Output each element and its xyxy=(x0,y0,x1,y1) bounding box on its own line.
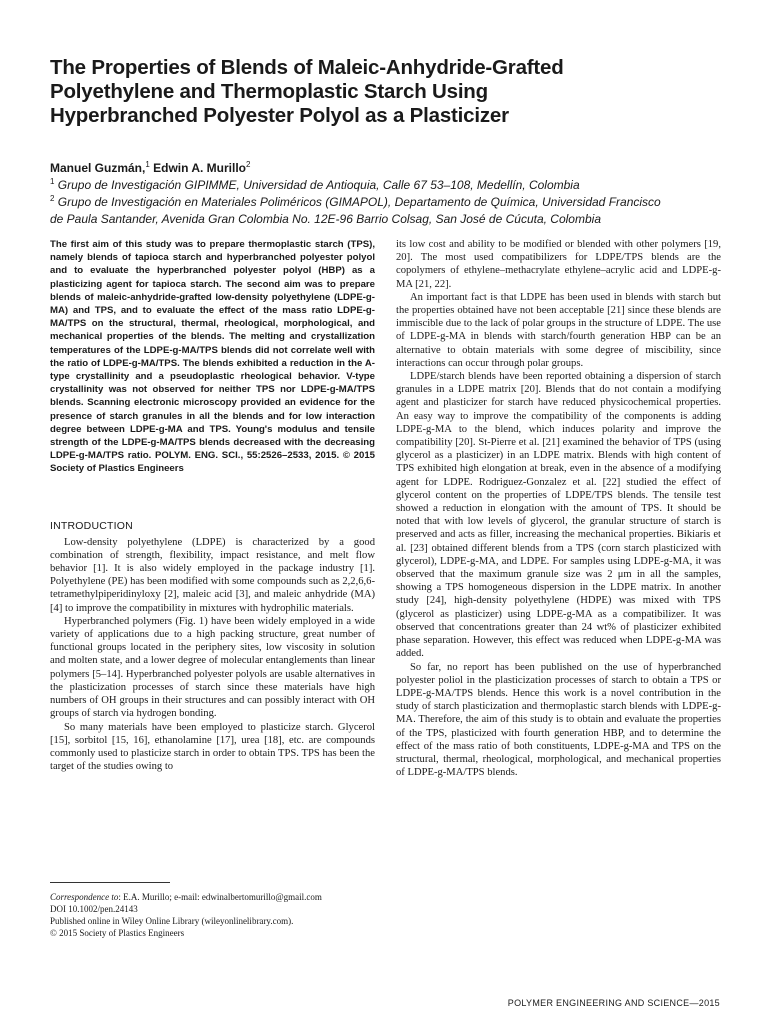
affiliation-2-sup: 2 xyxy=(50,194,55,203)
left-paragraph-3: So many materials have been employed to plasticize starch. Glycerol [15], sorbitol [15, 16], ethanolamine [17], urea [18], etc. are compounds commonly used to plasticize starch in order to obtain TPS. TPS has been the target of the studies owing to xyxy=(50,721,375,773)
left-paragraph-2: Hyperbranched polymers (Fig. 1) have been widely employed in a wide variety of applications due to a high packing structure, great number of functional groups located in the periphery sites, low viscosity in solution and molten state, and a lower degree of molecular entanglements than linear polymers [5–14]. Hyperbranched polyester polyols are usable alternatives in the plasticization processes of starch since these materials have high numbers of OH groups in their structures and can possibly interact with OH groups of starch via hydrogen bonding. xyxy=(50,615,375,720)
author-block xyxy=(50,160,740,228)
right-paragraph-1: its low cost and ability to be modified or blended with other polymers [19, 20]. The most used compatibilizers for LDPE/TPS blends are the copolymers of ethylene–methacrylate ethylene–acrylic acid and LDPE-g-MA [21, 22]. xyxy=(396,239,721,290)
running-footer: POLYMER ENGINEERING AND SCIENCE—2015 xyxy=(507,998,720,1008)
affiliation-2-line-1: Grupo de Investigación en Materiales Poliméricos (GIMAPOL), Departamento de Química, Universidad Francisco xyxy=(54,195,661,209)
abstract: The first aim of this study was to prepare thermoplastic starch (TPS), namely blends of tapioca starch and hyperbranched polyester polyol and to evaluate the hyperbranched polyester polyol (HBP) as a plasticizing agent for tapioca starch. The second aim was to prepare blends of maleic-anhydride-grafted low-density polyethylene (LDPE-g-MA) and TPS, and to evaluate the effect of the mass ratio LDPE-g-MA/TPS on the structural, thermal, rheological, morphological, and mechanical properties of the blends. The melting and crystallization temperatures of the LDPE-g-MA/TPS blends did not correlate well with the ratio of LDPE-g-MA/TPS. The blends exhibited a reduction in the A-type crystallinity and a pseudoplastic rheological behavior. V-type crystallinity was not observed for neither TPS nor LDPE-g-MA/TPS blends. Scanning electronic microscopy provided an evidence for the presence of starch granules in all the blends and for low interaction degree between LDPE-g-MA and TPS. Young's modulus and tensile strength of the LDPE-g-MA/TPS blends decreased with the decreasing LDPE-g-MA/TPS ratio. POLYM. ENG. SCI., 55:2526–2533, 2015. © 2015 Society of Plastics Engineers xyxy=(50,239,375,475)
right-column xyxy=(396,238,721,779)
title-line-1: The Properties of Blends of Maleic-Anhydride-Grafted xyxy=(50,56,564,79)
affiliation-1-text: Grupo de Investigación GIPIMME, Universidad de Antioquia, Calle 67 53–108, Medellín, Colombia xyxy=(54,178,580,192)
title-line-2: Polyethylene and Thermoplastic Starch Using xyxy=(50,80,488,103)
author-names xyxy=(50,160,740,177)
affiliation-1-sup: 1 xyxy=(50,177,55,186)
correspondence-text: : E.A. Murillo; e-mail: edwinalbertomurillo@gmail.com xyxy=(118,892,322,902)
right-paragraph-3: LDPE/starch blends have been reported obtaining a dispersion of starch granules in a LDPE matrix [20]. Blends that do not contain a modifying agent and plasticizer for starch have reduced physicochemical properties. An easy way to improve the compatibility of the components is adding LDPE-g-MA to the blend, which induces polarity and improve the compatibility [20]. St-Pierre et al. [21] examined the behavior of TPS (using glycerol as a plasticizer) in an LDPE matrix. Blends with high content of TPS exhibited high elongation at break, even in the absence of a modifying agent for LDPE. Rodriguez-Gonzalez et al. [22] studied the effect of glycerol content on the properties of LDPE/TPS blends. The tensile test showed a reduction in elongation with the amount of TPS. It should be noted that with low levels of glycerol, the granular structure of starch is preserved and acts as filler, increasing the mechanical properties. Bikiaris et al. [23] obtained different blends from a TPS (corn starch plasticized with glycerol), LDPE-g-MA, and LDPE. For samples using LDPE-g-MA, it was observed that the maximum granule size was 2 μm in all the samples, showing a TPS homogeneous dispersion in the LDPE matrix. In another study [24], high-density polyethylene (HDPE) was mixed with TPS (glycerol as plasticizer) using LDPE-g-MA as a compatibilizer. It was observed that concentrations greater than 24 wt% of plasticizer exhibited phase separation. However, this effect was reduced when LDPE-g-MA was added. xyxy=(396,371,721,660)
copyright: © 2015 Society of Plastics Engineers xyxy=(50,928,185,938)
published-online: Published online in Wiley Online Library (wileyonlinelibrary.com). xyxy=(50,916,294,926)
footnote xyxy=(50,882,375,939)
introduction-heading: INTRODUCTION xyxy=(50,519,133,532)
title-line-3: Hyperbranched Polyester Polyol as a Plasticizer xyxy=(50,104,509,127)
left-paragraph-1: Low-density polyethylene (LDPE) is characterized by a good combination of strength, flexibility, impact resistance, and melt flow behavior [1]. It is also widely employed in the package industry [1]. Polyethylene (PE) has been modified with some compounds such as 2,2,6,6-tetramethylpiperidinyloxy [2], maleic acid [3], and maleic anhydride (MA) [4] to improve the compatibility in mixtures with hydrophilic materials. xyxy=(50,536,375,614)
correspondence xyxy=(50,891,375,903)
correspondence-label: Correspondence to xyxy=(50,892,119,902)
affiliation-1 xyxy=(50,177,740,194)
right-paragraph-2: An important fact is that LDPE has been used in blends with starch but the properties obtained have not been acceptable [21] since these blends are immiscible due to the lack of polar groups in the structure of LDPE. The use of LDPE-g-MA in blends with starch/fourth generation HBP can be an alternative to obtain materials with some degree of miscibility, since interactions can occur through polar groups. xyxy=(396,291,721,369)
doi: DOI 10.1002/pen.24143 xyxy=(50,904,138,914)
author-1: Manuel Guzmán, xyxy=(50,161,146,175)
article-title xyxy=(50,56,730,128)
affiliation-2-line-2: de Paula Santander, Avenida Gran Colombia No. 12E-96 Barrio Colsag, San José de Cúcuta, Colombia xyxy=(50,212,601,226)
author-2-sup: 2 xyxy=(246,160,251,169)
affiliation-2 xyxy=(50,194,740,211)
author-1-sup: 1 xyxy=(145,160,150,169)
left-column xyxy=(50,238,375,773)
footnote-rule xyxy=(50,882,170,883)
affiliation-2-cont xyxy=(50,211,740,228)
author-2: Edwin A. Murillo xyxy=(149,161,247,175)
right-paragraph-4: So far, no report has been published on the use of hyperbranched polyester poliol in the plasticization processes of starch to obtain a TPS or LDPE-g-MA/TPS blends. Hence this work is a novel contribution in the study of starch plasticization and thermoplastic starch blends with LDPE-g-MA. Therefore, the aim of this study is to obtain and evaluate the properties of the TPS, plasticized with fourth generation HBP, and to determine the effect of the mass ratio of both constituents, LDPE-g-MA and TPS on the structural, thermal, rheological, morphological, and mechanical properties of LDPE-g-MA/TPS blends. xyxy=(396,661,721,779)
